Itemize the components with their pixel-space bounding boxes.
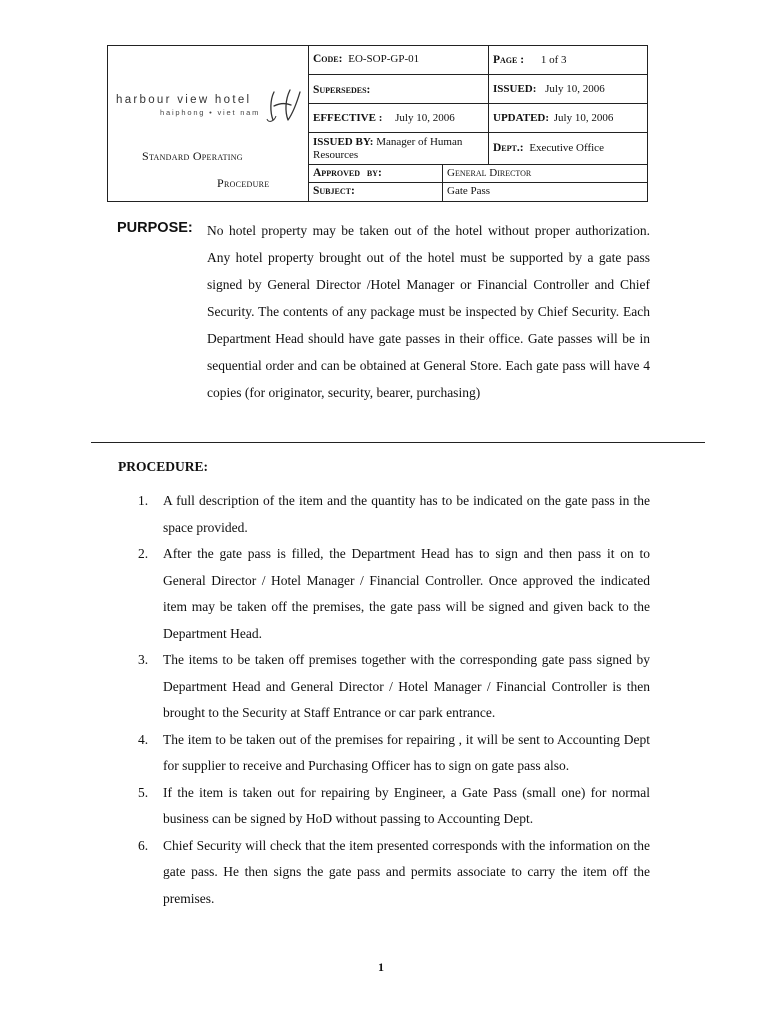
supersedes-label: Supersedes:	[313, 84, 371, 96]
procedure-step	[138, 488, 650, 541]
step-number: 4.	[138, 731, 149, 747]
hotel-brand-name: harbour view hotel	[116, 94, 252, 106]
dept-cell	[489, 133, 647, 165]
code-value: EO-SOP-GP-01	[348, 53, 420, 65]
issued-by-cell	[309, 133, 489, 165]
procedure-steps-list	[138, 488, 650, 912]
issued-cell	[489, 75, 647, 104]
approved-by-label: Approved by:	[313, 167, 382, 179]
sop-title-line2: Procedure	[217, 176, 270, 190]
step-number: 3.	[138, 652, 149, 667]
step-text: The item to be taken out of the premises for repairing , it will be sent to Accounting Dept for supplier to receive and Purchasing Officer has to sign on gate pass also.	[163, 731, 650, 773]
subject-value: Gate Pass	[447, 185, 491, 197]
step-text: A full description of the item and the quantity has to be indicated on the gate pass in the space provided.	[163, 493, 650, 535]
issued-by-label: ISSUED BY:	[313, 136, 374, 148]
procedure-step	[138, 727, 650, 780]
sop-title-line1: Standard Operating	[142, 149, 243, 163]
hotel-location: haiphong • viet nam	[160, 108, 261, 117]
subject-value-cell	[443, 183, 647, 201]
page-label: Page :	[493, 54, 525, 66]
step-number: 5.	[138, 784, 149, 800]
procedure-label: PROCEDURE:	[118, 459, 208, 474]
code-cell	[309, 46, 489, 75]
document-header-table	[107, 45, 648, 202]
subject-label: Subject:	[313, 185, 355, 197]
updated-label: UPDATED:	[493, 112, 550, 124]
purpose-label: PURPOSE:	[117, 220, 193, 236]
procedure-step	[138, 647, 650, 727]
page-value: 1 of 3	[540, 54, 567, 66]
effective-cell	[309, 104, 489, 133]
step-text: After the gate pass is filled, the Department Head has to sign and then pass it on to General Director / Hotel Manager / Financial Controller. Once approved the indicated item may be taken off the premises, the gate pass will be signed and given back to the Department Head.	[163, 546, 650, 641]
subject-label-cell	[309, 183, 443, 201]
effective-value: July 10, 2006	[395, 112, 455, 124]
step-number: 2.	[138, 546, 149, 561]
procedure-step	[138, 541, 650, 647]
code-label: Code:	[313, 53, 343, 65]
procedure-step	[138, 833, 650, 913]
logo-cell	[108, 46, 309, 201]
issued-value: July 10, 2006	[545, 83, 605, 95]
hotel-logo	[116, 88, 306, 128]
issued-by-value: Manager of Human Resources	[313, 136, 463, 161]
step-number: 1.	[138, 493, 149, 508]
procedure-step	[138, 780, 650, 833]
hv-monogram-icon	[264, 86, 304, 126]
approved-by-value: General Director	[447, 167, 532, 179]
step-text: Chief Security will check that the item presented corresponds with the information on the gate pass. He then signs the gate pass and permits associate to carry the item off the premises.	[163, 837, 650, 906]
page-cell	[489, 46, 647, 75]
section-divider	[91, 442, 705, 443]
dept-label: Dept.:	[493, 142, 524, 154]
purpose-text: No hotel property may be taken out of the hotel without proper authorization. Any hotel property brought out of the hotel must be supported by a gate pass signed by General Director /Hotel Manager or Financial Controller and Chief Security. The contents of any package must be inspected by Chief Security. Each Department Head should have gate passes in their office. Gate passes will be in sequential order and can be obtained at General Store. Each gate pass will have 4 copies (for originator, security, bearer, purchasing)	[207, 223, 650, 400]
updated-value: July 10, 2006	[553, 112, 614, 124]
approved-by-value-cell	[443, 165, 647, 183]
page-number: 1	[378, 960, 384, 974]
updated-cell	[489, 104, 647, 133]
step-text: The items to be taken off premises together with the corresponding gate pass signed by Department Head and General Director / Hotel Manager / Financial Controller is then brought to the Security at Staff Entrance or car park entrance.	[163, 652, 650, 720]
issued-label: ISSUED:	[493, 83, 537, 95]
step-number: 6.	[138, 837, 149, 853]
supersedes-cell	[309, 75, 489, 104]
effective-label: EFFECTIVE :	[313, 112, 383, 124]
step-text: If the item is taken out for repairing by Engineer, a Gate Pass (small one) for normal business can be signed by HoD without passing to Accounting Dept.	[163, 784, 650, 826]
approved-by-label-cell	[309, 165, 443, 183]
dept-value: Executive Office	[529, 142, 604, 154]
